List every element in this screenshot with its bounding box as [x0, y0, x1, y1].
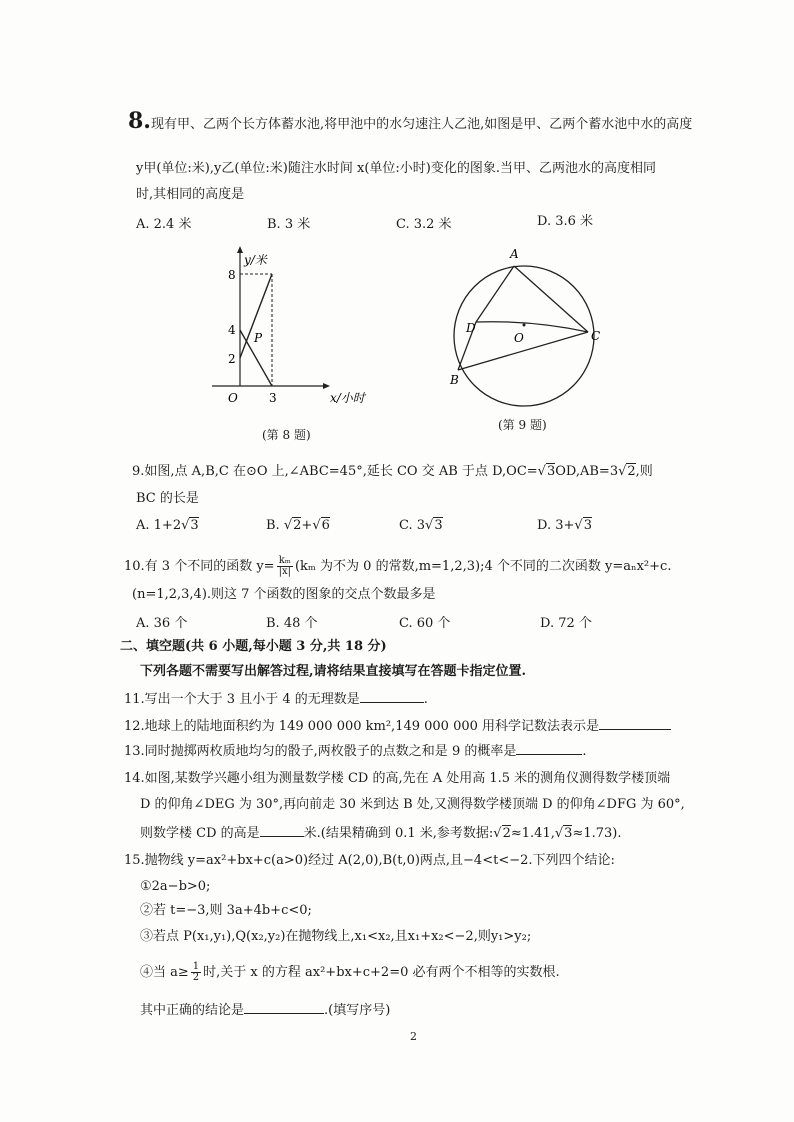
- line-yi: [240, 274, 272, 358]
- figure-9-caption: (第 9 题): [498, 418, 547, 432]
- q11-line: 11.写出一个大于 3 且小于 4 的无理数是 .: [124, 692, 428, 707]
- q10-option-d: D. 72 个: [540, 616, 592, 631]
- q8-option-b: B. 3 米: [267, 217, 311, 232]
- q10-option-c: C. 60 个: [399, 616, 451, 631]
- tick-8: 8: [228, 268, 236, 282]
- q15-answer-line: 其中正确的结论是 .(填写序号): [140, 1003, 391, 1018]
- q10-text-pre: 10.有 3 个不同的函数 y=: [124, 559, 275, 574]
- q14-line3: 则数学楼 CD 的高是 米.(结果精确到 0.1 米,参考数据:√2≈1.41,√3≈1.73).: [140, 826, 622, 841]
- section-2-title: 二、填空题(共 6 小题,每小题 3 分,共 18 分): [120, 639, 387, 654]
- q13-line: 13.同时抛掷两枚质地均匀的骰子,两枚骰子的点数之和是 9 的概率是 .: [124, 744, 587, 759]
- chord-ab-upper: [476, 266, 514, 322]
- q13-answer-blank[interactable]: [516, 754, 582, 755]
- q8-line3: 时,其相同的高度是: [136, 187, 245, 202]
- x-axis-arrow: [323, 383, 330, 389]
- q8-option-c: C. 3.2 米: [396, 217, 452, 232]
- q9-line2: BC 的长是: [136, 491, 199, 506]
- q9-option-a: A. 1+2√3: [136, 518, 199, 533]
- q9-option-b: B. √2+√6: [266, 518, 330, 533]
- tick-3: 3: [269, 391, 277, 405]
- q10-option-b: B. 48 个: [266, 616, 318, 631]
- y-axis-arrow: [237, 246, 243, 253]
- q15-conclusion-1: ①2a−b>0;: [140, 879, 211, 894]
- q11-answer-blank[interactable]: [360, 702, 424, 703]
- q12-answer-blank[interactable]: [599, 729, 671, 730]
- q15-answer-blank[interactable]: [244, 1013, 324, 1014]
- q8-number: 8.: [128, 108, 151, 134]
- q9-text-c: ,则: [635, 464, 653, 479]
- page-number: 2: [410, 1030, 417, 1043]
- q10-option-a: A. 36 个: [136, 616, 188, 631]
- q9-sqrt3: 3: [546, 464, 556, 479]
- tick-2: 2: [228, 352, 236, 366]
- figure-9-circle: [442, 240, 612, 410]
- q14-line2: D 的仰角∠DEG 为 30°,再向前走 30 米到达 B 处,又测得数学楼顶端 D 的仰角∠DFG 为 60°,: [140, 797, 685, 812]
- q15-line1: 15.抛物线 y=ax²+bx+c(a>0)经过 A(2,0),B(t,0)两点,且−4<t<−2.下列四个结论:: [124, 853, 615, 868]
- section-2-instruction: 下列各题不需要写出解答过程,请将结果直接填写在答题卡指定位置.: [140, 664, 527, 679]
- q14-answer-blank[interactable]: [260, 836, 304, 837]
- q15-conclusion-3: ③若点 P(x₁,y₁),Q(x₂,y₂)在抛物线上,x₁<x₂,且x₁+x₂<−2,则y₁>y₂;: [140, 929, 532, 944]
- q8-line1: [128, 108, 693, 134]
- q15-fraction-half: $\frac{1}{2}$: [192, 961, 200, 983]
- label-d: D: [466, 321, 476, 335]
- label-o: O: [514, 331, 524, 345]
- figure-8-graph: [200, 244, 380, 420]
- chord-ac: [514, 266, 588, 332]
- q9-text-a: 9.如图,点 A,B,C 在⊙O 上,∠ABC=45°,延长 CO 交 AB 于点 D,OC=: [132, 464, 538, 479]
- q12-line: 12.地球上的陆地面积约为 149 000 000 km²,149 000 000 用科学记数法表示是: [124, 718, 671, 736]
- q10-line2: (n=1,2,3,4).则这 7 个函数的图象的交点个数最多是: [132, 587, 436, 602]
- q14-line1: 14.如图,某数学兴趣小组为测量数学楼 CD 的高,先在 A 处用高 1.5 米的测角仪测得数学楼顶端: [124, 771, 671, 786]
- origin-label: O: [228, 391, 238, 405]
- q9-sqrt2: 2: [627, 464, 636, 479]
- q9-text-b: OD,AB=3: [555, 464, 619, 479]
- q15-conclusion-2: ②若 t=−3,则 3a+4b+c<0;: [140, 903, 312, 918]
- q9-line1: 9.如图,点 A,B,C 在⊙O 上,∠ABC=45°,延长 CO 交 AB 于点 D,OC=√3OD,AB=3√2,则: [132, 464, 653, 479]
- y-axis-label: y/米: [244, 253, 267, 267]
- q10-fraction: $\frac{\text{kₘ}}{|x|}$: [278, 555, 291, 577]
- label-a: A: [510, 247, 519, 261]
- q9-option-c: C. 3√3: [399, 518, 443, 533]
- q8-text1: 现有甲、乙两个长方体蓄水池,将甲池中的水匀速注人乙池,如图是甲、乙两个蓄水池中水的高度: [150, 117, 693, 132]
- q8-option-a: A. 2.4 米: [136, 217, 192, 232]
- center-dot: [523, 324, 526, 327]
- q10-line1: [124, 556, 671, 577]
- label-c: C: [591, 329, 601, 343]
- x-axis-label: x/小时: [330, 391, 365, 405]
- q10-text-post: (kₘ 为不为 0 的常数,m=1,2,3);4 个不同的二次函数 y=aₙx²+c.: [294, 559, 672, 574]
- point-p-label: P: [254, 331, 263, 345]
- q8-line2: y甲(单位:米),y乙(单位:米)随注水时间 x(单位:小时)变化的图象.当甲、乙两池水的高度相同: [136, 161, 656, 176]
- tick-4: 4: [228, 323, 236, 337]
- q15-conclusion-4: ④当 a≥ $\frac{1}{2}$ 时,关于 x 的方程 ax²+bx+c+2=0 必有两个不相等的实数根.: [140, 961, 560, 983]
- q9-option-d: D. 3+√3: [537, 518, 592, 533]
- q8-option-d: D. 3.6 米: [537, 214, 594, 229]
- label-b: B: [450, 373, 459, 387]
- figure-8-caption: (第 8 题): [262, 428, 311, 442]
- segment-cd: [476, 322, 588, 332]
